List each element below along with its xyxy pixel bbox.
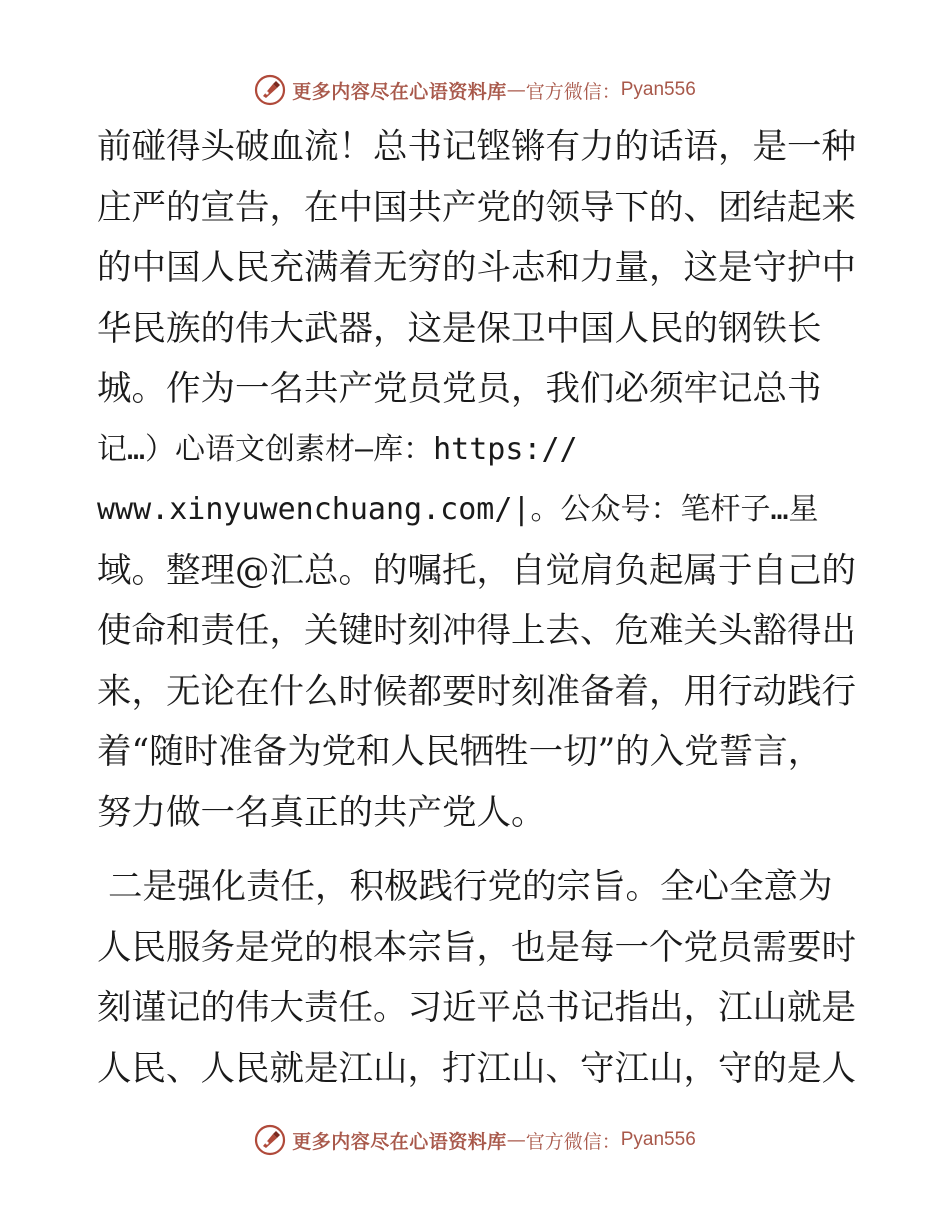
document-body bbox=[97, 117, 857, 1099]
footer-wechat-id: Pyan556 bbox=[620, 1129, 696, 1150]
text-line: 华民族的伟大武器，这是保卫中国人民的钢铁长 bbox=[97, 308, 822, 349]
text-line: 记…）心语文创素材—库：https:// bbox=[97, 431, 578, 467]
pen-nib-logo-icon bbox=[254, 74, 286, 106]
text-line: 域。整理@汇总。的嘱托，自觉肩负起属于自己的 bbox=[97, 550, 856, 591]
footer-banner-text: 更多内容尽在心语资料库 bbox=[292, 1130, 507, 1153]
text-line: 庄严的宣告，在中国共产党的领导下的、团结起来 bbox=[97, 187, 856, 228]
pen-nib-logo-icon bbox=[254, 1124, 286, 1156]
header-banner bbox=[0, 70, 950, 110]
text-line: 的中国人民充满着无穷的斗志和力量，这是守护中 bbox=[97, 248, 856, 288]
footer-wechat-label: 官方微信： bbox=[525, 1130, 621, 1153]
text-line: www.xinyuwenchuang.com/|。公众号：笔杆子…星 bbox=[97, 492, 819, 527]
paragraph-2 bbox=[97, 857, 857, 1099]
text-line: 努力做一名真正的共产党人。 bbox=[97, 792, 546, 833]
text-line: 人民、人民就是江山，打江山、守江山，守的是人 bbox=[97, 1048, 856, 1089]
header-banner-separator: — bbox=[506, 79, 526, 101]
text-line: 二是强化责任，积极践行党的宗旨。全心全意为 bbox=[97, 867, 833, 907]
header-wechat-label: 官方微信： bbox=[525, 80, 621, 103]
footer-banner bbox=[0, 1120, 950, 1160]
text-line: 城。作为一名共产党员党员，我们必须牢记总书 bbox=[97, 369, 822, 409]
header-banner-text: 更多内容尽在心语资料库 bbox=[292, 80, 507, 103]
paragraph-1 bbox=[97, 117, 857, 843]
text-line: 着“随时准备为党和人民牺牲一切”的入党誓言， bbox=[97, 732, 823, 772]
text-line: 前碰得头破血流！总书记铿锵有力的话语，是一种 bbox=[97, 127, 856, 167]
text-line: 使命和责任，关键时刻冲得上去、危难关头豁得出 bbox=[97, 611, 856, 651]
text-line: 人民服务是党的根本宗旨，也是每一个党员需要时 bbox=[97, 927, 856, 968]
footer-banner-separator: — bbox=[506, 1129, 526, 1151]
text-line: 来，无论在什么时候都要时刻准备着，用行动践行 bbox=[97, 671, 856, 712]
text-line: 刻谨记的伟大责任。习近平总书记指出，江山就是 bbox=[97, 988, 856, 1028]
paragraph-spacer bbox=[97, 843, 857, 857]
header-wechat-id: Pyan556 bbox=[620, 79, 696, 100]
